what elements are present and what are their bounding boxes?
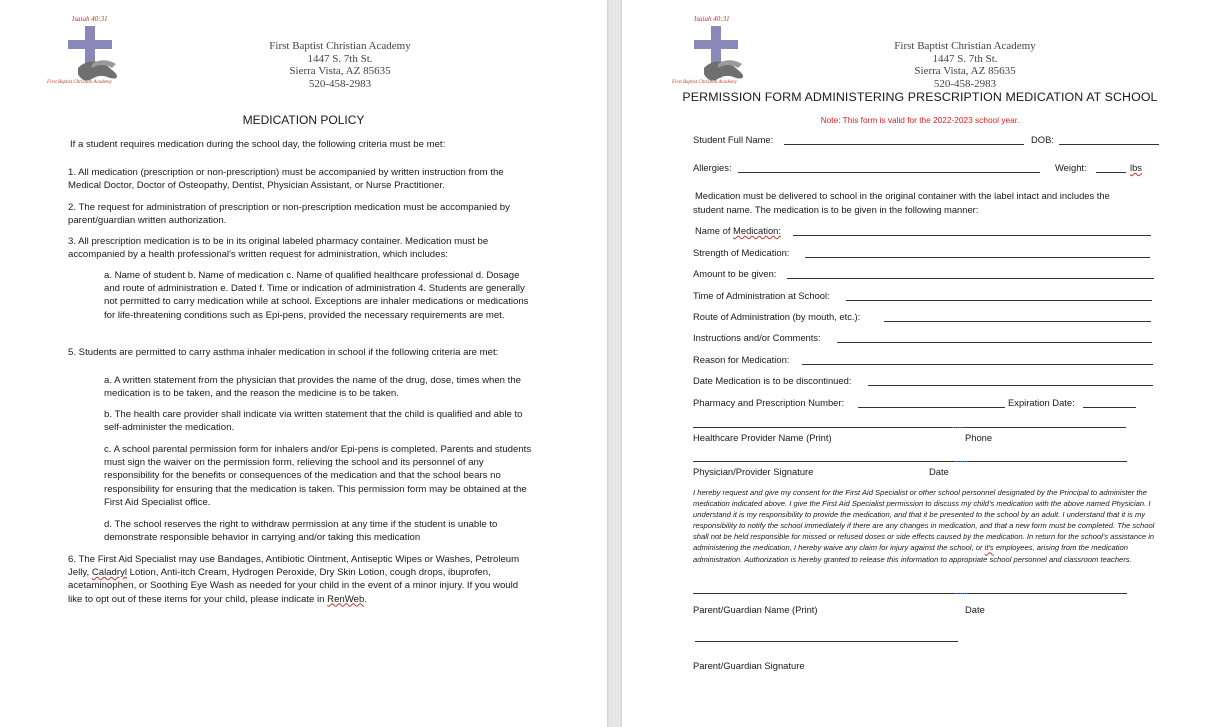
parent-signature-label: Parent/Guardian Signature	[693, 660, 805, 671]
school-address	[865, 40, 1065, 90]
dob-label: DOB:	[1031, 134, 1054, 145]
reason-label: Reason for Medication:	[693, 354, 790, 365]
weight-field[interactable]	[1096, 172, 1126, 173]
physician-date-label: Date	[929, 466, 949, 477]
logo-motto: Isaiah 40:31	[694, 15, 730, 23]
policy-item-3a: a. Name of student b. Name of medication c. Name of qualified healthcare professional d. Dosage and route of administration e. Dated f. Time or indication of administration 4. Students are generally not permitted to carry medication while at school. Exceptions are inhaler medications or medications for life-threatening conditions such as Epi-pens, provided the necessary requirements are met.	[104, 270, 529, 321]
school-street: 1447 S. 7th St.	[932, 52, 998, 65]
strength-field[interactable]	[805, 257, 1150, 258]
comments-label: Instructions and/or Comments:	[693, 332, 821, 343]
policy-item-3: 3. All prescription medication is to be in its original labeled pharmacy container. Medication must be accompanied by a health professional's written request for administration, which includes:	[68, 236, 489, 261]
medication-name-label-a: Name of	[695, 225, 734, 236]
spellcheck-mark	[952, 424, 964, 428]
route-field[interactable]	[884, 321, 1151, 322]
logo-motto: Isaiah 40:31	[72, 15, 108, 23]
policy-item-6-renweb: RenWeb	[327, 593, 365, 605]
amount-label: Amount to be given:	[693, 268, 777, 279]
form-title: PERMISSION FORM ADMINISTERING PRESCRIPTION MEDICATION AT SCHOOL	[682, 90, 1158, 104]
policy-intro: If a student requires medication during the school day, the following criteria must be met:	[70, 139, 446, 150]
logo-caption: First Baptist Christian Academy	[47, 80, 112, 85]
consent-statement	[693, 487, 1163, 565]
policy-item-6-text: 6. The First Aid Specialist may use Bandages, Antibiotic Ointment, Antiseptic Wipes or Washes, Petroleum Jelly,	[68, 554, 520, 579]
school-city: Sierra Vista, AZ 85635	[289, 65, 391, 77]
medication-name-label-b: Medication:	[733, 225, 781, 236]
policy-item-6-caladryl: Caladryl	[91, 567, 128, 579]
pharmacy-field[interactable]	[858, 407, 1005, 408]
school-street: 1447 S. 7th St.	[307, 52, 373, 65]
school-phone: 520-458-2983	[933, 77, 997, 90]
allergies-label: Allergies:	[693, 162, 732, 173]
provider-phone-label: Phone	[965, 432, 993, 443]
school-phone: 520-458-2983	[308, 77, 372, 90]
physician-signature-field[interactable]	[693, 461, 1127, 462]
allergies-field[interactable]	[738, 172, 1040, 173]
policy-title: MEDICATION POLICY	[242, 113, 365, 127]
policy-item-5d: d. The school reserves the right to withdraw permission at any time if the student is unable to demonstrate responsible behavior in carrying and/or taking this medication	[104, 519, 498, 544]
discontinued-field[interactable]	[868, 385, 1153, 386]
provider-name-field[interactable]	[693, 427, 1126, 428]
dob-field[interactable]	[1059, 144, 1159, 145]
student-name-field[interactable]	[784, 144, 1024, 145]
medication-name-label	[695, 225, 781, 237]
policy-item-5c: c. A school parental permission form for inhalers and/or Epi-pens is completed. Parents and students must sign the waiver on the permission form, relieving the school and its personnel of any responsibility for the benefits or consequences of the medication and that the school bears no responsibility for ensuring that the medication is taken. This permission form may be obtained at the First Aid Specialist office.	[104, 444, 532, 508]
school-name: First Baptist Christian Academy	[894, 40, 1036, 52]
school-logo	[40, 14, 150, 90]
physician-signature-label: Physician/Provider Signature	[693, 466, 814, 477]
policy-item-1: 1. All medication (prescription or non-prescription) must be accompanied by written instruction from the Medical Doctor, Doctor of Osteopathy, Dentist, Physician Assistant, or Nurse Practitioner.	[68, 167, 504, 192]
time-label: Time of Administration at School:	[693, 290, 830, 301]
permission-form-page	[622, 0, 1218, 727]
discontinued-label: Date Medication is to be discontinued:	[693, 375, 852, 386]
logo-caption: First Baptist Christian Academy	[672, 80, 737, 85]
policy-item-5: 5. Students are permitted to carry asthma inhaler medication in school if the following criteria are met:	[68, 347, 499, 358]
parent-name-field[interactable]	[693, 593, 1127, 594]
policy-page	[0, 0, 607, 727]
policy-item-5a: a. A written statement from the physician that provides the name of the drug, dose, times when the medication is to be taken, and the reason the medicine is to be taken.	[104, 375, 522, 400]
time-field[interactable]	[846, 300, 1152, 301]
policy-item-5b: b. The health care provider shall indicate via written statement that the child is qualified and able to self-administer the medication.	[104, 409, 523, 434]
reason-field[interactable]	[802, 364, 1153, 365]
school-address	[240, 40, 440, 90]
policy-item-2: 2. The request for administration of prescription or non-prescription medication must be accompanied by parent/guardian written authorization.	[68, 202, 510, 227]
pharmacy-label: Pharmacy and Prescription Number:	[693, 397, 845, 408]
expiration-field[interactable]	[1083, 407, 1136, 408]
weight-label: Weight:	[1055, 162, 1087, 173]
form-validity-note: Note: This form is valid for the 2022-2023 school year.	[820, 115, 1020, 125]
consent-text-end: employees, arising from the medication administration. Authorization is hereby granted to release this information to appropriate school personnel and classroom teachers.	[693, 543, 1132, 564]
route-label: Route of Administration (by mouth, etc.):	[693, 311, 861, 322]
comments-field[interactable]	[837, 342, 1152, 343]
consent-its: it's	[984, 543, 994, 553]
weight-unit: lbs	[1130, 162, 1142, 173]
expiration-label: Expiration Date:	[1008, 397, 1075, 408]
medication-name-field[interactable]	[793, 235, 1151, 236]
school-city: Sierra Vista, AZ 85635	[914, 65, 1016, 77]
provider-name-label: Healthcare Provider Name (Print)	[693, 432, 832, 443]
strength-label: Strength of Medication:	[693, 247, 790, 258]
spellcheck-mark	[955, 590, 967, 594]
delivery-instructions-line-1: Medication must be delivered to school in the original container with the label intact and includes the	[695, 190, 1110, 201]
school-logo	[666, 14, 776, 90]
parent-signature-field[interactable]	[695, 641, 958, 642]
school-name: First Baptist Christian Academy	[269, 40, 411, 52]
policy-item-6-end: .	[364, 593, 367, 605]
student-name-label: Student Full Name:	[693, 134, 774, 145]
amount-field[interactable]	[787, 278, 1154, 279]
policy-item-6-text-2: Lotion, Anti-itch Cream, Hydrogen Peroxide, Dry Skin Lotion, cough drops, ibuprofen, acetaminophen, or Soothing Eye Wash as needed for your child in the event of a minor injury. If you would like to opt out of these items for your child, please indicate in	[68, 567, 519, 605]
delivery-instructions-line-2: student name. The medication is to be given in the following manner:	[693, 204, 979, 215]
parent-date-label: Date	[965, 604, 985, 615]
spellcheck-mark	[955, 458, 967, 462]
consent-text: I hereby request and give my consent for the First Aid Specialist or other school personnel designated by the Principal to administer the medication indicated above. I give the First Aid Specialist permission to discuss my child's medication with the above named Physician. I understand it is my responsibility to provide the medication, and that it be presented to the school by an adult. I understand that it is my responsibility to notify the school immediately if there are any changes in medication, and that a new form must be completed. The school shall not be held responsible for missed or refused doses or side effects caused by the medication. In return for the school's assistance in administering the medication, I hereby waive any claim for injury against the school, or	[693, 488, 1155, 553]
parent-name-label: Parent/Guardian Name (Print)	[693, 604, 818, 615]
policy-item-6	[68, 553, 530, 606]
